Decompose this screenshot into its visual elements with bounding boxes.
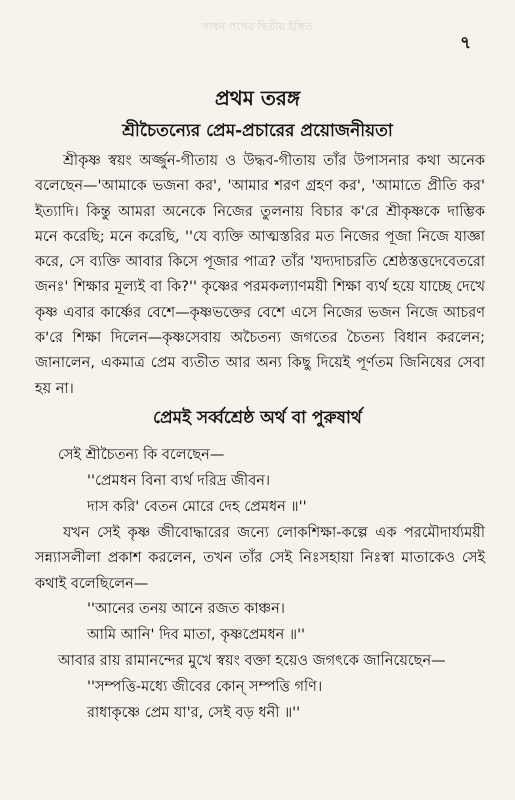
verse-line: ''আনের তনয় আনে রজত কাঞ্চন। <box>87 601 285 617</box>
rai-line: আবার রায় রামানন্দের মুখে স্বয়ং বক্তা হয়েও জগৎকে জানিয়েছেন— <box>58 653 446 669</box>
verse-line: রাধাকৃষ্ণে প্রেম যা'র, সেই বড় ধনী ॥'' <box>87 705 301 721</box>
intro-line: সেই শ্রীচৈতন্য কি বলেছেন— <box>58 447 225 463</box>
paragraph-1: শ্রীকৃষ্ণ স্বয়ং অর্জ্জুন-গীতায় ও উদ্ধব-গীতায় তাঁর উপাসনার কথা অনেক বলেছেন—'আমাকে ভজনা কর', 'আমার শরণ গ্রহণ কর', 'আমাতে প্রীতি কর' ইত্যাদি। কিন্তু আমরা অনেকে নিজের তুলনায় বিচার ক'রে শ্রীকৃষ্ণকে দাম্ভিক মনে করেছি; মনে করেছি, ''যে ব্যক্তি আত্মস্তরির মত নিজের পূজা নিজে যাজ্ঞা করে, সে ব্যক্তি আবার কিসে পূজার পাত্র? তাঁর 'যদ্যদাচরতি শ্রেষ্ঠস্তত্তদেবেতরো জনঃ' শিক্ষার মূল্যই বা কি?'' কৃষ্ণের পরমকল্যাণময়ী শিক্ষা ব্যর্থ হয়ে যাচ্ছে দেখে কৃষ্ণ এবার কার্ষ্ণের বেশে—কৃষ্ণভক্তের বেশে এসে নিজের ভজন নিজে আচরণ ক'রে শিক্ষা দিলেন—কৃষ্ণসেবায় অচৈতন্য জগতের চৈতন্য বিধান করলেন; জানালেন, একমাত্র প্রেম ব্যতীত আর অন্য কিছু দিয়েই পূর্ণতম জিনিষের সেবা হয় না। <box>35 153 485 397</box>
verse-line: দাস করি' বেতন মোরে দেহ প্রেমধন ॥'' <box>87 499 307 515</box>
section-heading-1: শ্রীচৈতন্যের প্রেম-প্রচারের প্রয়োজনীয়তা <box>122 121 393 141</box>
page-number: ৭ <box>459 33 471 53</box>
paragraph-2: যখন সেই কৃষ্ণ জীবোদ্ধারের জন্যে লোকশিক্ষা-কল্পে এক পরমৌদার্য্যময়ী সন্ন্যাসলীলা প্রকাশ করলেন, তখন তাঁর সেই নিঃসহায়া নিঃস্বা মাতাকেও সেই কথাই বলেছিলেন— <box>35 525 486 592</box>
verse-line: আমি আনি' দিব মাতা, কৃষ্ণপ্রেমধন ॥'' <box>87 627 306 643</box>
chapter-title: প্রথম তরঙ্গ <box>214 86 301 110</box>
verse-line: ''সম্পত্তি-মধ্যে জীবের কোন্ সম্পত্তি গণি। <box>87 679 323 695</box>
verse-line: ''প্রেমধন বিনা ব্যর্থ দরিদ্র জীবন। <box>87 473 271 489</box>
running-head: সাধন পথের দ্বিতীয় ইঙ্গিত <box>202 20 313 33</box>
section-heading-2: প্রেমই সর্ব্বশ্রেষ্ঠ অর্থ বা পুরুষার্থ <box>153 408 362 428</box>
